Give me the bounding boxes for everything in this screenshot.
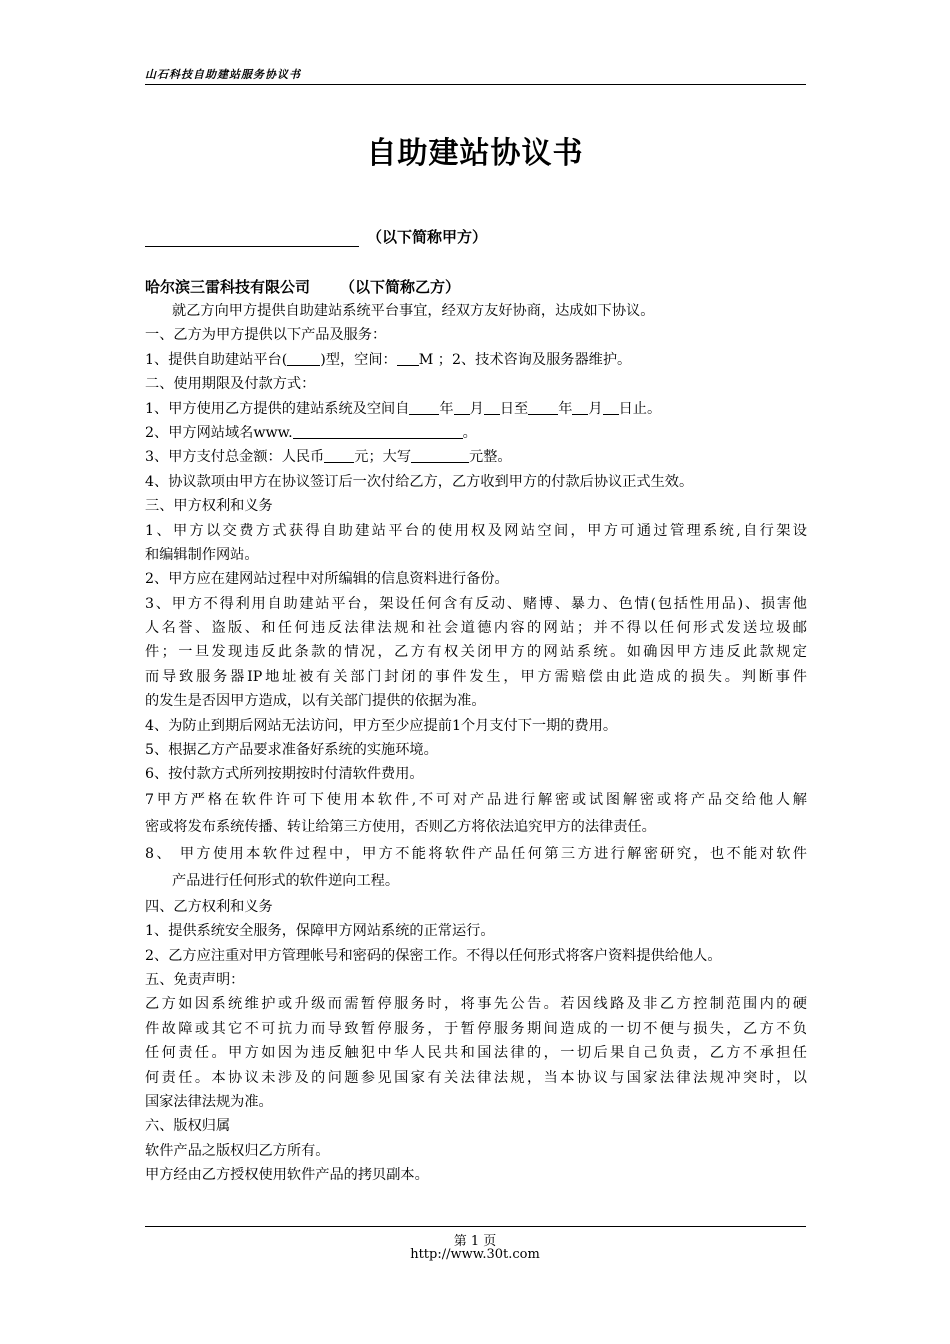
clause-line: 何责任。本协议未涉及的问题参见国家有关法律法规，当本协议与国家法律法规冲突时，以 [145, 1069, 807, 1086]
clause-line: 任何责任。甲方如因为违反触犯中华人民共和国法律的，一切后果自己负责，乙方不承担任 [145, 1045, 807, 1062]
running-header: 山石科技自助建站服务协议书 [145, 68, 301, 81]
clause-line: 的发生是否因甲方造成，以有关部门提供的依据为准。 [145, 693, 486, 710]
clause-line: 国家法律法规为准。 [145, 1093, 273, 1110]
clause-line: 人名誉、盗版、和任何违反法律法规和社会道德内容的网站；并不得以任何形式发送垃圾邮 [145, 620, 807, 637]
header-rule [145, 84, 806, 85]
clause-line: 2、甲方网站域名www. 。 [145, 421, 807, 445]
clause-line: 1、甲方以交费方式获得自助建站平台的使用权及网站空间，甲方可通过管理系统,自行架设 [145, 522, 807, 539]
clause-line: 软件产品之版权归乙方所有。 [145, 1142, 330, 1159]
clause-line: 件故障或其它不可抗力而导致暂停服务，于暂停服务期间造成的一切不便与损失，乙方不负 [145, 1020, 807, 1037]
footer-url: http://www.30t.com [410, 1247, 540, 1262]
section-heading: 六、版权归属 [145, 1118, 231, 1135]
party-b-name: 哈尔滨三雷科技有限公司 [145, 278, 311, 296]
clause-line: 4、为防止到期后网站无法访问，甲方至少应提前1个月支付下一期的费用。 [145, 717, 618, 734]
clause-line: 3、甲方支付总金额：人民币 元；大写 元整。 [145, 445, 807, 469]
page-number: 第 1 页 [453, 1234, 497, 1249]
clause-line: 3、甲方不得利用自助建站平台，架设任何含有反动、赌博、暴力、色情(包括性用品)、损害他 [145, 595, 807, 612]
blank-field [409, 398, 439, 415]
clause-line: 5、根据乙方产品要求准备好系统的实施环境。 [145, 742, 438, 759]
footer-rule [145, 1226, 806, 1227]
blank-field [484, 398, 500, 415]
intro-paragraph: 就乙方向甲方提供自助建站系统平台事宜，经双方友好协商，达成如下协议。 [172, 303, 655, 319]
blank-field [603, 398, 619, 415]
clause-line: 甲方经由乙方授权使用软件产品的拷贝副本。 [145, 1167, 429, 1184]
clause-line: 件；一旦发现违反此条款的情况，乙方有权关闭甲方的网站系统。如确因甲方违反此款规定 [145, 644, 807, 661]
section-heading: 五、免责声明： [145, 971, 245, 988]
blank-field [572, 398, 588, 415]
agreement-body [145, 299, 807, 1188]
clause-line: 7甲方严格在软件许可下使用本软件,不可对产品进行解密或试图解密或将产品交给他人解 [145, 791, 807, 808]
clause-line: 而导致服务器IP地址被有关部门封闭的事件发生，甲方需赔偿由此造成的损失。判断事件 [145, 668, 807, 685]
clause-line: 乙方如因系统维护或升级而需暂停服务时，将事先公告。若因线路及非乙方控制范围内的硬 [145, 996, 807, 1013]
blank-field [287, 349, 320, 366]
document-title: 自助建站协议书 [366, 136, 584, 171]
blank-field [528, 398, 558, 415]
clause-line: 8、 甲方使用本软件过程中，甲方不能将软件产品任何第三方进行解密研究，也不能对软件 [145, 845, 807, 862]
clause-line: 6、按付款方式所列按期按时付清软件费用。 [145, 766, 424, 783]
party-b-line [145, 276, 460, 297]
clause-line: 2、乙方应注重对甲方管理帐号和密码的保密工作。不得以任何形式将客户资料提供给他人。 [145, 947, 722, 964]
blank-field [397, 349, 419, 366]
clause-line: 密或将发布系统传播、转让给第三方使用，否则乙方将依法追究甲方的法律责任。 [145, 818, 656, 835]
blank-field [411, 446, 469, 463]
party-a-line [145, 226, 487, 247]
clause-line: 2、甲方应在建网站过程中对所编辑的信息资料进行备份。 [145, 571, 509, 588]
blank-field [454, 398, 470, 415]
blank-field [324, 446, 354, 463]
clause-line: 和编辑制作网站。 [145, 546, 259, 563]
section-heading: 三、甲方权利和义务 [145, 498, 273, 515]
clause-line: 1、提供自助建站平台( )型，空间： M ；2、技术咨询及服务器维护。 [145, 348, 807, 372]
section-heading: 一、乙方为甲方提供以下产品及服务： [145, 327, 387, 344]
party-a-name-blank [145, 231, 359, 247]
section-heading: 二、使用期限及付款方式： [145, 376, 316, 393]
clause-line: 产品进行任何形式的软件逆向工程。 [172, 872, 400, 889]
section-heading: 四、乙方权利和义务 [145, 898, 273, 915]
blank-field [293, 422, 463, 439]
clause-line: 1、甲方使用乙方提供的建站系统及空间自 年 月 日至 年 月 日止。 [145, 397, 807, 421]
clause-line: 4、协议款项由甲方在协议签订后一次付给乙方，乙方收到甲方的付款后协议正式生效。 [145, 473, 694, 490]
party-a-suffix: （以下简称甲方） [367, 228, 488, 246]
party-b-suffix: （以下简称乙方） [340, 278, 461, 296]
clause-line: 1、提供系统安全服务，保障甲方网站系统的正常运行。 [145, 923, 495, 940]
